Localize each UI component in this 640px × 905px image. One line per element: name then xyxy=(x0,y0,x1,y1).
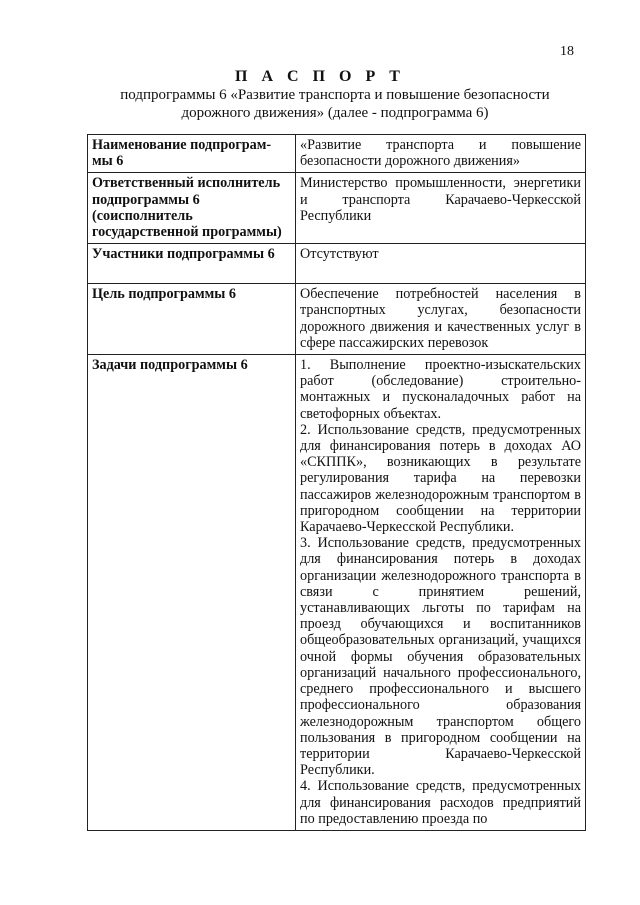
task-item: 1. Выполнение проектно-изыскательских работ (обследование) строительно-монтажных и пусконаладочных работ на светофорных объектах. xyxy=(300,357,581,422)
subtitle-line-2: дорожного движения» (далее - подпрограмма 6) xyxy=(181,105,489,121)
task-item: 4. Использование средств, предусмотренных для финансирования расходов предприятий по предоставлению проезда по xyxy=(300,778,581,827)
row-value: Отсутствуют xyxy=(296,244,586,284)
table-row-participants xyxy=(88,244,586,284)
table-row-goal xyxy=(88,284,586,355)
row-label: Ответственный исполнитель подпрограммы 6 (соисполнитель государственной программы) xyxy=(88,173,296,244)
page-number: 18 xyxy=(560,44,574,59)
table-row-tasks xyxy=(88,355,586,831)
row-label: Задачи подпрограммы 6 xyxy=(88,355,296,831)
passport-table xyxy=(87,134,586,831)
row-value: Обеспечение потребностей населения в транспортных услугах, безопасности дорожного движения и качественных услуг в сфере пассажирских перевозок xyxy=(296,284,586,355)
row-value: Министерство промышленности, энергетики и транспорта Карачаево-Черкесской Республики xyxy=(296,173,586,244)
row-value xyxy=(296,355,586,831)
task-item: 3. Использование средств, предусмотренных для финансирования потерь в доходах организации железнодорожного транспорта в связи с принятием решений, устанавливающих льготы по тарифам на проезд обучающихся и воспитанников общеобразовательных организаций, учащихся очной формы обучения образовательных организаций начального профессионального, среднего профессионального и высшего профессионального образования железнодорожным транспортом общего пользования в пригородном сообщении на территории Карачаево-Черкесской Республики. xyxy=(300,535,581,779)
row-label: Участники подпрограммы 6 xyxy=(88,244,296,284)
row-value: «Развитие транспорта и повышение безопасности дорожного движения» xyxy=(296,135,586,173)
document-title: П А С П О Р Т xyxy=(235,68,405,85)
table-row-executor xyxy=(88,173,586,244)
document-subtitle xyxy=(100,86,570,122)
subtitle-line-1: подпрограммы 6 «Развитие транспорта и повышение безопасности xyxy=(120,87,550,103)
row-label: Наименование подпрограм-мы 6 xyxy=(88,135,296,173)
task-item: 2. Использование средств, предусмотренных для финансирования потерь в доходах АО «СКППК», возникающих в результате регулирования тарифа на перевозки пассажиров железнодорожным транспортом в пригородном сообщении на территории Карачаево-Черкесской Республики. xyxy=(300,421,581,536)
table-row-name xyxy=(88,135,586,173)
row-label: Цель подпрограммы 6 xyxy=(88,284,296,355)
